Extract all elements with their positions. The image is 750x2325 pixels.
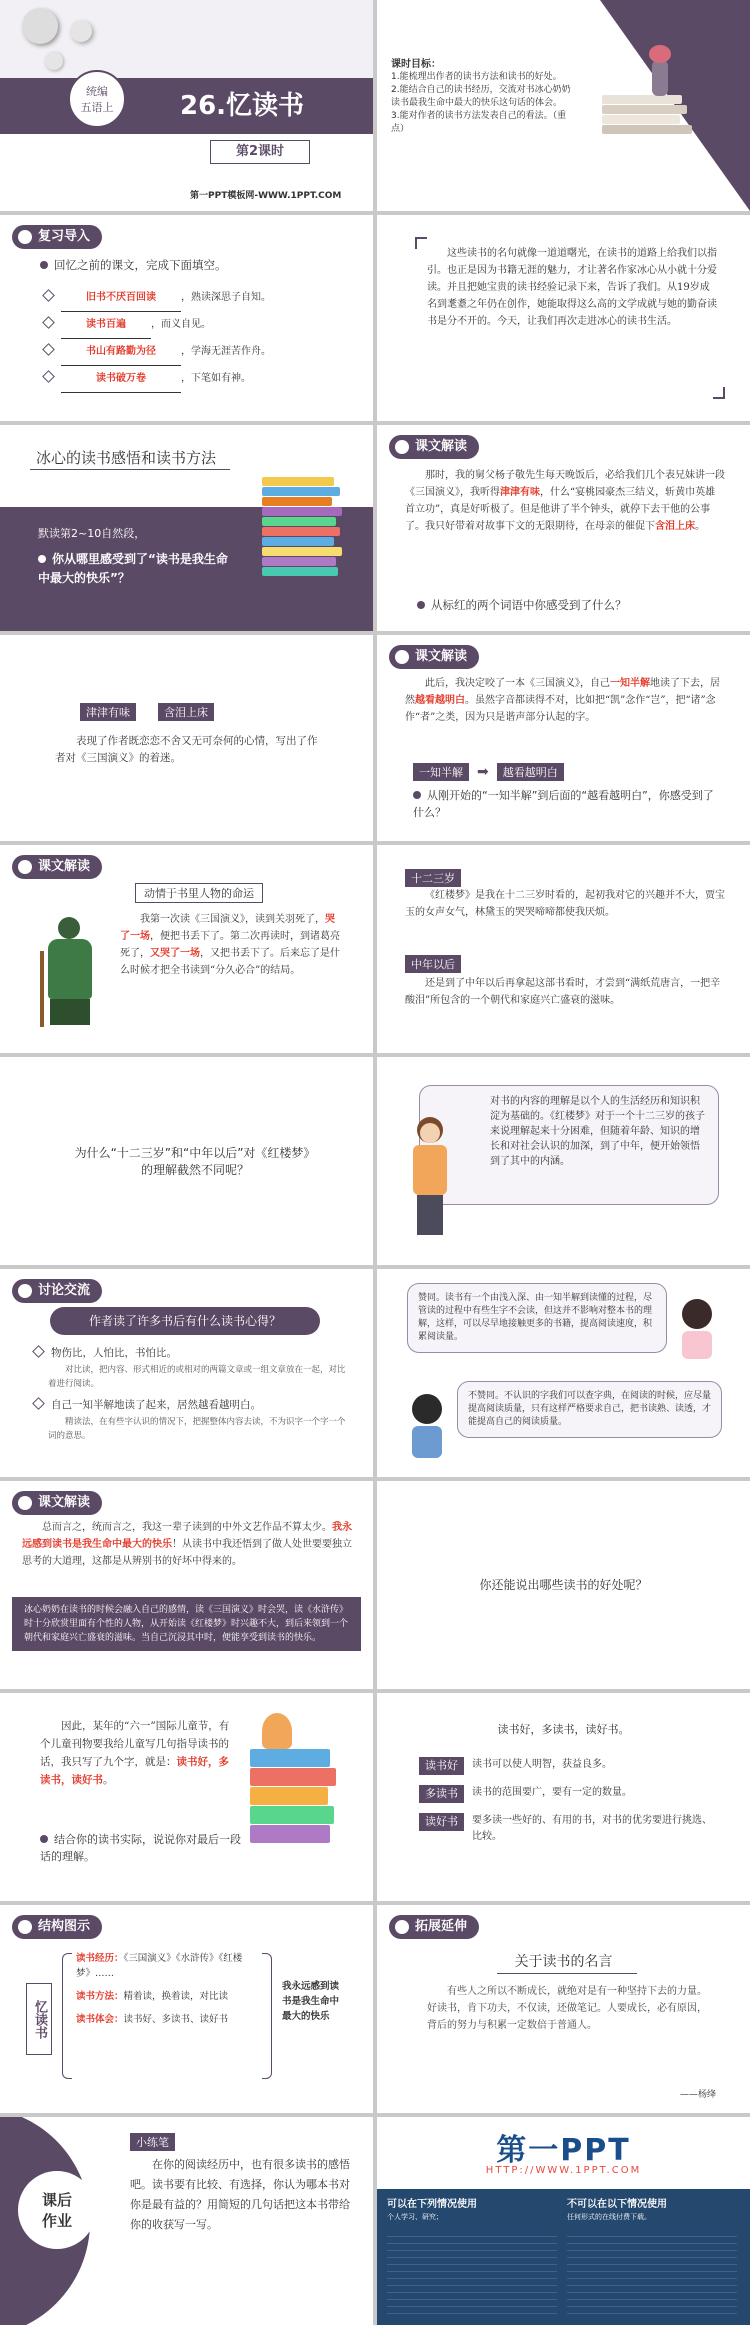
- bullet-icon: [40, 261, 48, 269]
- usage-allowed-heading: 可以在下列情况使用: [387, 2199, 477, 2210]
- motto-tag: 读好书: [419, 1813, 464, 1831]
- branch-value: 《三国演义》《水浒传》《红楼梦》……: [76, 1953, 243, 1979]
- motto-explanation: 读书的范围要广，要有一定的数量。: [472, 1787, 632, 1798]
- reading-text: 。: [695, 521, 705, 532]
- diamond-icon: [42, 316, 55, 329]
- insight-item: 物伤比，人怕比，书怕比。: [51, 1347, 177, 1359]
- reading-text: 。: [103, 1774, 114, 1786]
- slide-text-reading-1: [377, 425, 750, 631]
- motto-explanation: 读书可以使人明智，获益良多。: [472, 1759, 612, 1770]
- reading-text: 那时，我的舅父杨子敬先生每天晚饭后，必给我们几个表兄妹讲一段《三国演义》，我听得: [405, 470, 725, 498]
- highlight-word: 又哭了一场: [150, 948, 200, 959]
- section-pill: 课文解读: [389, 435, 479, 459]
- slide-text-reading-2: [377, 635, 750, 841]
- guan-yu-illustration: [30, 911, 108, 1031]
- lesson-period: 第2课时: [210, 140, 310, 164]
- homework-line2: 作业: [41, 2212, 72, 2230]
- question-text: 从刚开始的“一知半解”到后面的“越看越明白”，你感受到了什么？: [413, 789, 714, 819]
- insight-detail: 精读法，在有些字认识的情况下，把握整体内容去读，不为识字一个字一个词的意思。: [48, 1417, 346, 1441]
- diamond-icon: [32, 1397, 45, 1410]
- keyword-tag: 十二三岁: [405, 869, 461, 887]
- usage-forbidden-detail: 任何形式的在线付费下载。: [567, 2213, 651, 2221]
- usage-forbidden-heading: 不可以在以下情况使用: [567, 2199, 667, 2210]
- homework-circle: [18, 2171, 96, 2249]
- reading-text: ，又把书丢下了。后来忘了是什么时候才把全书读到“分久必合”的结局。: [120, 948, 340, 976]
- slide-method-question: [0, 425, 373, 631]
- homework-line1: 课后: [41, 2191, 72, 2209]
- flower-icon: [649, 45, 671, 63]
- slide-ending: [377, 2117, 750, 2325]
- slide-objectives: [377, 0, 750, 211]
- slide-extension: [377, 1905, 750, 2113]
- highlight-word: 含泪上床: [655, 521, 695, 532]
- keyword-tag: 津津有味: [80, 703, 136, 721]
- structure-root: 忆读书: [26, 1983, 52, 2055]
- slide-question-benefits: [377, 1481, 750, 1689]
- slide-review: [0, 215, 373, 421]
- bullet-icon: [417, 601, 425, 609]
- slide-text-reading-3: [0, 845, 373, 1053]
- opinion-bubble-agree: 赞同。读书有一个由浅入深、由一知半解到读懂的过程，尽管读的过程中有些生字不会读，但这并不影响对整本书的理解，这样，可以尽早地接触更多的书籍，提高阅读速度，积累阅读量。: [407, 1283, 667, 1353]
- question-text: 从标红的两个词语中你感受到了什么？: [431, 598, 627, 612]
- review-intro: 回忆之前的课文，完成下面填空。: [54, 258, 227, 272]
- reading-text: ，什么“宴桃园豪杰三结义，斩黄巾英雄首立功”，真是好听极了。但是他讲了半个钟头，就停下去干他的公事了。我只好带着对故事下文的无限期待，在母亲的催促下: [405, 487, 716, 532]
- teacher-illustration: [405, 1117, 455, 1257]
- question-text: 结合你的读书实际，说说你对最后一段话的理解。: [40, 1833, 241, 1863]
- objective-item: 3.能对作者的读书方法发表自己的看法。（重点）: [391, 111, 567, 134]
- keyword-tag: 一知半解: [413, 763, 469, 781]
- slide-answer-redchamber: [377, 1057, 750, 1265]
- question-text: 为什么“十二三岁”和“中年以后”对《红楼梦》的理解截然不同呢？: [74, 1146, 316, 1177]
- opinion-bubble-disagree: 不赞同。不认识的字我们可以查字典，在阅读的时候，应尽量提高阅读质量，只有这样严格要求自己，把书读熟、读透，才能提高自己的阅读质量。: [457, 1381, 722, 1438]
- badge-line1: 统编: [86, 85, 108, 98]
- structure-conclusion: 我永远感到读书是我生命中最大的快乐: [282, 1981, 340, 2022]
- slide-cover: [0, 0, 373, 211]
- fill-rest: ，学海无涯苦作舟。: [181, 346, 271, 357]
- section-pill: 拓展延伸: [389, 1915, 479, 1939]
- arrow-right-icon: ➡: [477, 764, 489, 780]
- section-pill: 复习导入: [12, 225, 102, 249]
- quote-author: ——杨绛: [679, 2090, 716, 2100]
- exercise-tag: 小练笔: [130, 2133, 175, 2151]
- branch-key: 读书方法：: [76, 1991, 124, 2002]
- usage-allowed-detail: 个人学习、研究；: [387, 2213, 443, 2221]
- branch-key: 读书经历：: [76, 1953, 124, 1964]
- footer-text: 第一PPT模板网-WWW.1PPT.COM: [190, 191, 342, 201]
- answer-text: 表现了作者既恋恋不舍又无可奈何的心情，写出了作者对《三国演义》的着迷。: [55, 735, 318, 764]
- reading-text: 此后，我决定咬了一本《三国演义》，自己: [425, 678, 610, 689]
- branch-value: 精着读，换着读，对比读: [123, 1991, 229, 2002]
- fill-answer: 读书百遍: [61, 312, 151, 339]
- reading-text: ，便把书丢下了。第二次再读时，到诸葛亮死了，: [120, 931, 340, 959]
- highlight-word: 津津有味: [500, 487, 540, 498]
- insight-item: 自己一知半解地读了起来，居然越看越明白。: [51, 1399, 261, 1411]
- topic-label: 动情于书里人物的命运: [135, 883, 263, 903]
- girl-avatar: [677, 1299, 717, 1359]
- read-instruction: 默读第2~10自然段，: [38, 527, 146, 540]
- section-pill: 讨论交流: [12, 1279, 102, 1303]
- transition-text: 这些读书的名句就像一道道曙光，在读书的道路上给我们以指引。也正是因为书籍无涯的魅力，才让著名作家冰心从小就十分爱读。并且把她宝贵的读书经验记录下来，告诉了我们。从19岁成名到耄耋之年仍在创作，她能取得这么高的文学成就与她的勤奋读书是分不开的。今天，让我们再次走进冰心的读书生活。: [427, 248, 717, 327]
- highlight-sentence: 我永远感到读书是我生命中最大的快乐: [22, 1522, 352, 1550]
- bullet-icon: [40, 1835, 48, 1843]
- brand-url: HTTP://WWW.1PPT.COM: [485, 2165, 642, 2176]
- diamond-icon: [42, 370, 55, 383]
- reading-text: 还是到了中年以后再拿起这部书看时，才尝到“满纸荒唐言，一把辛酸泪”所包含的一个朝代和家庭兴亡盛衰的滋味。: [405, 978, 721, 1006]
- highlight-sentence: 读书好，多读书，读好书: [40, 1756, 229, 1786]
- slide-question-redchamber: [0, 1057, 373, 1265]
- objective-item: 2.能结合自己的读书经历，交流对书冰心奶奶读书最我生命中最大的快乐这句话的体会。: [391, 85, 571, 108]
- homework-text: 在你的阅读经历中，也有很多读书的感悟吧。读书要有比较、有选择，你认为哪本书对你是最有益的？用简短的几句话把这本书带给你的收获写一写。: [130, 2158, 350, 2231]
- slide-text-reading-5: [0, 1481, 373, 1689]
- reading-text: 总而言之，统而言之，我这一辈子读到的中外文艺作品不算太少。: [42, 1522, 332, 1533]
- reading-child-illustration: [250, 1749, 340, 1844]
- vase-icon: [652, 60, 668, 96]
- reading-text: ！从读书中我还悟到了做人处世要要独立思考的大道理，这都是从辨别书的好坏中得来的。: [22, 1539, 352, 1567]
- reading-text: 。虽然字音都读得不对，比如把“凯”念作“岂”，把“诸”念作“者”之类，因为只是谐声部分认起的字。: [405, 695, 716, 723]
- slide-text-reading-4: [377, 845, 750, 1053]
- highlight-word: 越看越明白: [415, 695, 465, 706]
- fill-answer: 读书破万卷: [61, 366, 181, 393]
- question-text: 你还能说出哪些读书的好处呢？: [479, 1578, 648, 1592]
- fill-rest: ，下笔如有神。: [181, 373, 251, 384]
- diamond-icon: [42, 289, 55, 302]
- badge-line2: 五语上: [80, 101, 114, 114]
- child-avatar: [262, 1713, 292, 1749]
- quote-title: 关于读书的名言: [514, 1954, 613, 1970]
- section-pill: 课文解读: [12, 855, 102, 879]
- fill-rest: ，熟读深思子自知。: [181, 292, 271, 303]
- keyword-tag: 含泪上床: [158, 703, 214, 721]
- slide-transition-text: [377, 215, 750, 421]
- objectives-heading: 课时目标：: [391, 59, 441, 70]
- motto-tag: 多读书: [419, 1785, 464, 1803]
- brand-logo: 第一PPT: [496, 2133, 631, 2168]
- fill-answer: 书山有路勤为径: [61, 339, 181, 366]
- section-pill: 课文解读: [389, 645, 479, 669]
- keyword-tag: 越看越明白: [497, 763, 564, 781]
- fill-row: [40, 339, 271, 366]
- reading-text: 地读了下去，居然: [405, 678, 720, 706]
- motto-tag: 读书好: [419, 1757, 464, 1775]
- grade-badge: [68, 70, 126, 128]
- branch-key: 读书体会：: [76, 2014, 124, 2025]
- summary-band: 冰心奶奶在读书的时候会融入自己的感情，读《三国演义》时会哭，读《水浒传》时十分欣赏里面有个性的人物，从开始读《红楼梦》时兴趣不大，到后来领到一个朝代和家庭兴亡盛衰的滋味。当自己沉浸其中时，便能享受到读书的快乐。: [12, 1597, 361, 1651]
- slide-text-reading-6: [0, 1693, 373, 1901]
- fill-answer: 旧书不厌百回读: [61, 285, 181, 312]
- insight-detail: 对比读，把内容、形式相近的或相对的两篇文章或一组文章放在一起，对比着进行阅读。: [48, 1365, 346, 1389]
- motto-explanation: 要多读一些好的、有用的书，对书的优劣要进行挑选、比较。: [472, 1815, 712, 1842]
- quote-text: 有些人之所以不断成长，就绝对是有一种坚持下去的力量。好读书，肯下功夫，不仅读，还做笔记。人要成长，必有原因，背后的努力与积累一定数倍于普通人。: [427, 1986, 707, 2031]
- boy-avatar: [407, 1394, 447, 1464]
- fill-rest: ，而义自见。: [151, 319, 211, 330]
- answer-bubble: 对书的内容的理解是以个人的生活经历和知识积淀为基础的。《红楼梦》对于一个十二三岁的孩子来说理解起来十分困难，但随着年龄、知识的增长和对社会认识的加深，到了中年，便开始领悟到了其中的内涵。: [419, 1085, 719, 1205]
- slide-title: 冰心的读书感悟和读书方法: [36, 449, 217, 467]
- section-pill: 课文解读: [12, 1491, 102, 1515]
- slide-homework: [0, 2117, 373, 2325]
- objective-item: 1.能梳理出作者的读书方法和读书的好处。: [391, 72, 562, 82]
- slide-structure: [0, 1905, 373, 2113]
- diamond-icon: [32, 1345, 45, 1358]
- book-stack-illustration: [262, 477, 342, 577]
- fill-row: [40, 312, 271, 339]
- lesson-title: 26.忆读书: [180, 91, 305, 121]
- slide-answer-motto: [377, 1693, 750, 1901]
- question-text: 你从哪里感受到了“读书是我生命中最大的快乐”？: [38, 552, 228, 585]
- slide-opinions: [377, 1269, 750, 1477]
- reading-text: 《红楼梦》是我在十二三岁时看的，起初我对它的兴趣并不大，贾宝玉的女声女气，林黛玉的哭哭啼啼都使我厌烦。: [405, 890, 725, 918]
- fill-row: [40, 285, 271, 312]
- section-pill: 结构图示: [12, 1915, 102, 1939]
- slide-discussion: [0, 1269, 373, 1477]
- slide-answer-1: [0, 635, 373, 841]
- highlight-word: 哭了一场: [120, 914, 335, 942]
- fill-row: [40, 366, 271, 393]
- bullet-icon: [38, 555, 46, 563]
- motto-heading: 读书好，多读书，读好书。: [497, 1723, 630, 1736]
- highlight-word: 一知半解: [610, 678, 650, 689]
- branch-value: 读书好、多读书、读好书: [123, 2014, 229, 2025]
- discussion-question: 作者读了许多书后有什么读书心得？: [50, 1307, 320, 1335]
- books-vase-illustration: [602, 95, 692, 135]
- reading-text: 我第一次读《三国演义》，读到关羽死了，: [140, 914, 325, 925]
- keyword-tag: 中年以后: [405, 955, 461, 973]
- diamond-icon: [42, 343, 55, 356]
- reading-text: 因此，某年的“六一”国际儿童节，有个儿童刊物要我给儿童写几句指导读书的话，我只写了九个字，就是：: [40, 1720, 230, 1768]
- bullet-icon: [413, 791, 421, 799]
